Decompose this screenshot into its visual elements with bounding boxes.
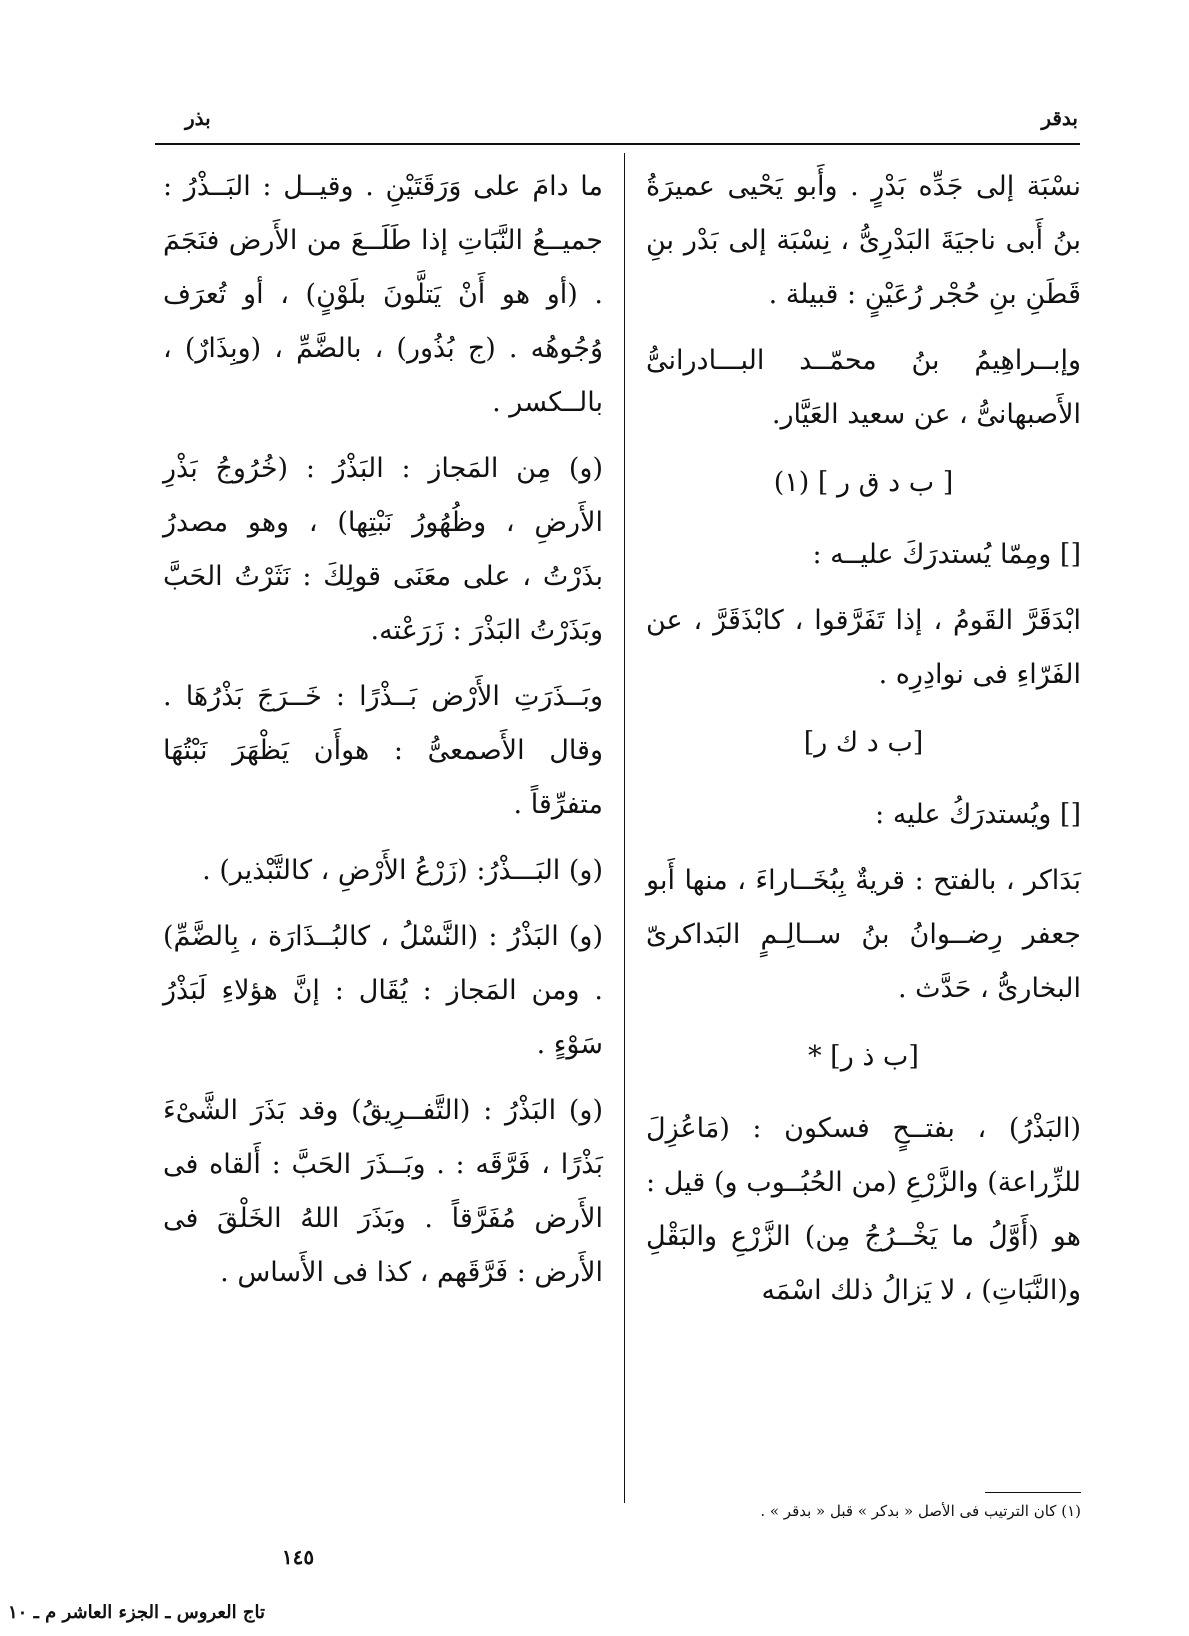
paragraph: [] ومِمّا يُستدرَكَ عليــه : — [812, 539, 1081, 570]
left-column — [163, 160, 603, 1312]
paragraph: (و) البَذْرُ : (النَّسْلُ ، كالبُــذَارَة ، بِالضَّمِّ) . ومن المَجاز : يُقَال : إنَّ هؤلاءِ لَبَذْرُ سَوْءٍ . — [163, 921, 603, 1060]
paragraph: [] ويُستدرَكُ عليه : — [875, 799, 1081, 830]
page-number: ١٤٥ — [281, 1545, 315, 1569]
paragraph: ما دامَ على وَرَقَتَيْنِ . وقيــل : البَــذْرُ : جميــعُ النَّبَاتِ إذا طَلَــعَ من الأَرض فنَجَمَ . (أو هو أَنْ يَتلَّونَ بلَوْنٍ) ، أو تُعرَف وُجُوهُه . (ج بُذُور) ، بالضَّمِّ ، (وبِذَارٌ) ، بالــكسر . — [163, 171, 603, 418]
paragraph: وبَــذَرَتِ الأَرْض بَــذْرًا : خَــرَجَ بَذْرُهَا . وقال الأَصمعىُّ : هوأَن يَظْهَرَ نَبْتُهَا متفرِّقاً . — [163, 681, 603, 820]
paragraph: بَدَاكر ، بالفتح : قريةٌ بِبُخَــاراءَ ، منها أَبو جعفر رِضــوانُ بنُ ســالِـمٍ البَداكرىّ البخارىُّ ، حَدَّث . — [646, 865, 1081, 1004]
paragraph: نسْبَة إلى جَدِّه بَدْرٍ . وأَبو يَحْيى عميرَةُ بنُ أَبى ناجيَةَ البَدْرِىُّ ، نِسْبَة إلى بَدْر بنِ قَطَنِ بنِ حُجْر رُعَيْنٍ : قبيلة . — [646, 171, 1081, 310]
entry-heading-bdhr: [ب ذ ر] * — [808, 1041, 919, 1072]
paragraph: (البَذْرُ) ، بفتــحٍ فسكون : (مَاعُزِلَ للزِّراعة) والزَّرْعِ (من الحُبُــوب و) قيل : هو (أَوَّلُ ما يَخْــرُجُ مِن) الزَّرْعِ والبَقْلِ و(النَّبَاتِ) ، لا يَزالُ ذلك اسْمَه — [646, 1113, 1081, 1306]
right-column — [646, 160, 1081, 1330]
footnote: (١) كان الترتيب فى الأصل « بدكر » قبل « بدقر » . — [760, 1502, 1081, 1520]
paragraph: (و) مِن المَجاز : البَذْرُ : (خُرُوجُ بَذْرِ الأَرضِ ، وظُهُورُ نَبْتِها) ، وهو مصدرُ بذَرْتُ ، على معَنَى قولِكَ : نَثَرْتُ الحَبَّ وبَذَرْتُ البَذْرَ : زَرَعْته. — [163, 453, 603, 646]
header-right-keyword: بدقر — [1041, 106, 1078, 130]
header-rule — [155, 143, 1080, 145]
signature-line: تاج العروس ـ الجزء العاشر م ـ ١٠ — [8, 1602, 265, 1623]
column-divider — [624, 153, 625, 1503]
paragraph: (و) البَـــذْرُ: (زَرْعُ الأَرْضِ ، كالتَّبْذير) . — [202, 855, 603, 886]
header-left-keyword: بذر — [185, 106, 211, 130]
page-header — [155, 100, 1080, 140]
footnote-rule — [985, 1492, 1081, 1493]
paragraph: ابْدَقَرَّ القَومُ ، إذا تَفَرَّقوا ، كابْذَقَرَّ ، عن الفَرّاءِ فى نوادِرِه . — [646, 605, 1081, 690]
entry-heading-bdkr: [ب د ك ر] — [803, 727, 924, 758]
paragraph: وإبــراهِيمُ بنُ محمّــد البـــادرانىُّ الأَصبهانىُّ ، عن سعيد العَيَّار. — [646, 345, 1081, 430]
paragraph: (و) البَذْرُ : (التَّفــرِيقُ) وقد بَذَرَ الشَّىْءَ بَذْرًا ، فَرَّقَه : . وبَــذَرَ الحَبَّ : أَلقاه فى الأَرض مُفَرَّقاً . وبَذَرَ اللهُ الخَلْقَ فى الأَرض : فَرَّقَهم ، كذا فى الأَساس . — [163, 1095, 603, 1288]
entry-heading-bdqr: [ ب د ق ر ] (١) — [773, 467, 954, 498]
